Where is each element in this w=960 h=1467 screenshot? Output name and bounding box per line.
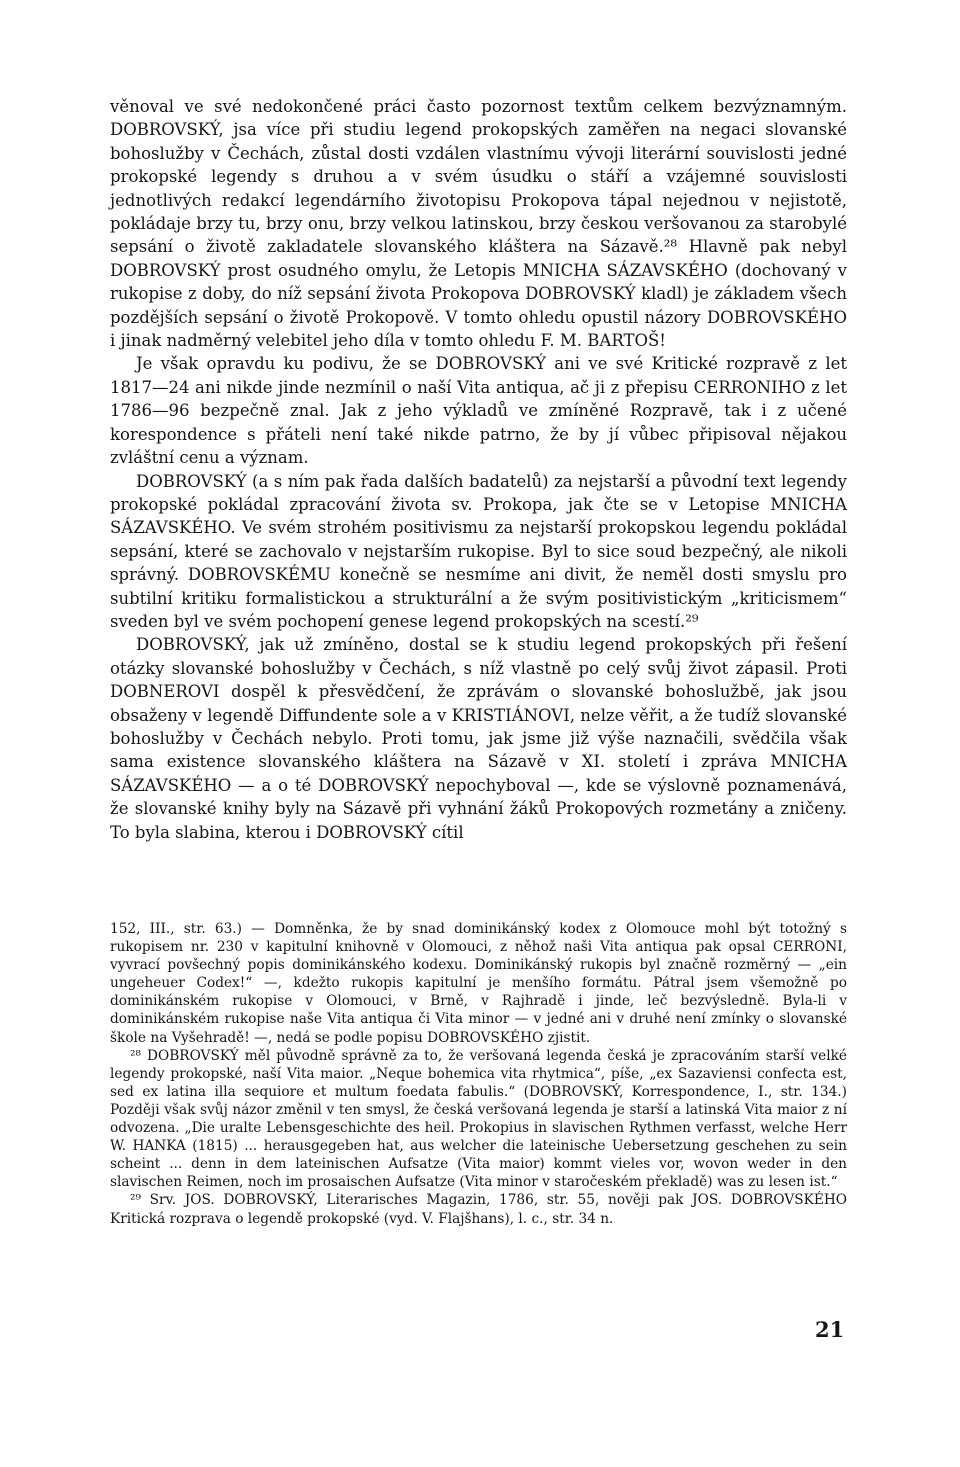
- paragraph-1: věnoval ve své nedokončené práci často pozornost textům celkem bezvýznamným. DOBROVSKÝ, jsa více při studiu legend prokopských zaměřen na negaci slovanské bohoslužby v Čechách, zůstal dosti vzdálen vlastnímu vývoji literární souvislosti jedné prokopské legendy s druhou a v svém úsudku o stáří a vzájemné souvislosti jednotlivých redakcí legendárního životopisu Prokopova tápal nejednou v nejistotě, pokládaje brzy tu, brzy onu, brzy velkou latinskou, brzy českou veršovanou za starobylé sepsání o životě zakladatele slovanského kláštera na Sázavě.²⁸ Hlavně pak nebyl DOBROVSKÝ prost osudného omylu, že Letopis MNICHA SÁZAVSKÉHO (dochovaný v rukopise z doby, do níž sepsání života Prokopova DOBROVSKÝ kladl) je základem všech pozdějších sepsání o životě Prokopově. V tomto ohledu opustil názory DOBROVSKÉHO i jinak nadměrný velebitel jeho díla v tomto ohledu F. M. BARTOŠ!: [110, 97, 847, 351]
- paragraph-2: Je však opravdu ku podivu, že se DOBROVSKÝ ani ve své Kritické rozpravě z let 1817—24 ani nikde jinde nezmínil o naší Vita antiqua, ač ji z přepisu CERRONIHO z let 1786—96 bezpečně znal. Jak z jeho výkladů ve zmíněné Rozpravě, tak i z učené korespondence s přáteli není také nikde patrno, že by jí vůbec připisoval nějakou zvláštní cenu a význam.: [110, 354, 847, 468]
- paragraph-4: DOBROVSKÝ, jak už zmíněno, dostal se k studiu legend prokopských při řešení otázky slovanské bohoslužby v Čechách, s níž vlastně po celý svůj život zápasil. Proti DOBNEROVI dospěl k přesvědčení, že zprávám o slovanské bohoslužbě, jak jsou obsaženy v legendě Diffundente sole a v KRISTIÁNOVI, nelze věřit, a že tudíž slovanské bohoslužby v Čechách nebylo. Proti tomu, jak jsme již výše naznačili, svědčila však sama existence slovanského kláštera na Sázavě v XI. století i zpráva MNICHA SÁZAVSKÉHO — a o té DOBROVSKÝ nepochyboval —, kde se výslovně poznamenává, že slovanské knihy byly na Sázavě při vyhnání žáků Prokopových rozmetány a zničeny. To byla slabina, kterou i DOBROVSKÝ cítil: [110, 635, 847, 842]
- paragraph-3: DOBROVSKÝ (a s ním pak řada dalších badatelů) za nejstarší a původní text legendy prokopské pokládal zpracování života sv. Prokopa, jak čte se v Letopise MNICHA SÁZAVSKÉHO. Ve svém strohém positivismu za nejstarší prokopskou legendu pokládal sepsání, které se zachovalo v nejstarším rukopise. Byl to sice soud bezpečný, ale nikoli správný. DOBROVSKÉMU konečně se nesmíme ani divit, že neměl dosti smyslu pro subtilní kritiku formalistickou a strukturální a že svým positivistickým „kriticismem“ sveden byl ve svém pochopení genese legend prokopských na scestí.²⁹: [110, 471, 847, 631]
- footnote-continuation: 152, III., str. 63.) — Domněnka, že by snad dominikánský kodex z Olomouce mohl být totožný s rukopisem nr. 230 v kapitulní knihovně v Olomouci, z něhož naši Vita antiqua pak opsal CERRONI, vyvrací povšechný popis dominikánského kodexu. Dominikánský rukopis byl značně rozměrný — „ein ungeheuer Codex!“ —, kdežto rukopis kapitulní je menšího formátu. Pátral jsem všemožně po dominikánském rukopise v Olomouci, v Brně, v Rajhradě i jinde, leč bezvýsledně. Byla-li v dominikánském rukopise naše Vita antiqua či Vita minor — v jedné ani v druhé není zmínky o slovanské škole na Vyšehradě! —, nedá se podle popisu DOBROVSKÉHO zjistit.: [110, 921, 847, 1046]
- footnote-28: ²⁸ DOBROVSKÝ měl původně správně za to, že veršovaná legenda česká je zpracováním starší velké legendy prokopské, naší Vita maior. „Neque bohemica vita rhytmica“, píše, „ex Sazaviensi confecta est, sed ex latina illa sequiore et multum foedata fabulis.“ (DOBROVSKÝ, Korrespondence, I., str. 134.) Později však svůj názor změnil v ten smysl, že česká veršovaná legenda je starší a latinská Vita maior z ní odvozena. „Die uralte Lebensgeschichte des heil. Prokopius in slavischen Rythmen verfasst, welche Herr W. HANKA (1815) ... herausgegeben hat, aus welcher die lateinische Uebersetzung geschehen zu sein scheint ... denn in dem lateinischen Aufsatze (Vita maior) kommt vieles vor, wovon weder in den slavischen Reimen, noch im prosaischen Aufsatze (Vita minor v staročeském překladě) was zu lesen ist.“: [110, 1047, 847, 1191]
- footnote-29: ²⁹ Srv. JOS. DOBROVSKÝ, Literarisches Magazin, 1786, str. 55, nověji pak JOS. DOBROVSKÉHO Kritická rozprava o legendě prokopské (vyd. V. Flajšhans), l. c., str. 34 n.: [110, 1192, 847, 1227]
- page-number: 21: [815, 1317, 845, 1342]
- footnotes: [110, 920, 847, 1228]
- main-text: [110, 95, 847, 844]
- page-body: [110, 95, 847, 1227]
